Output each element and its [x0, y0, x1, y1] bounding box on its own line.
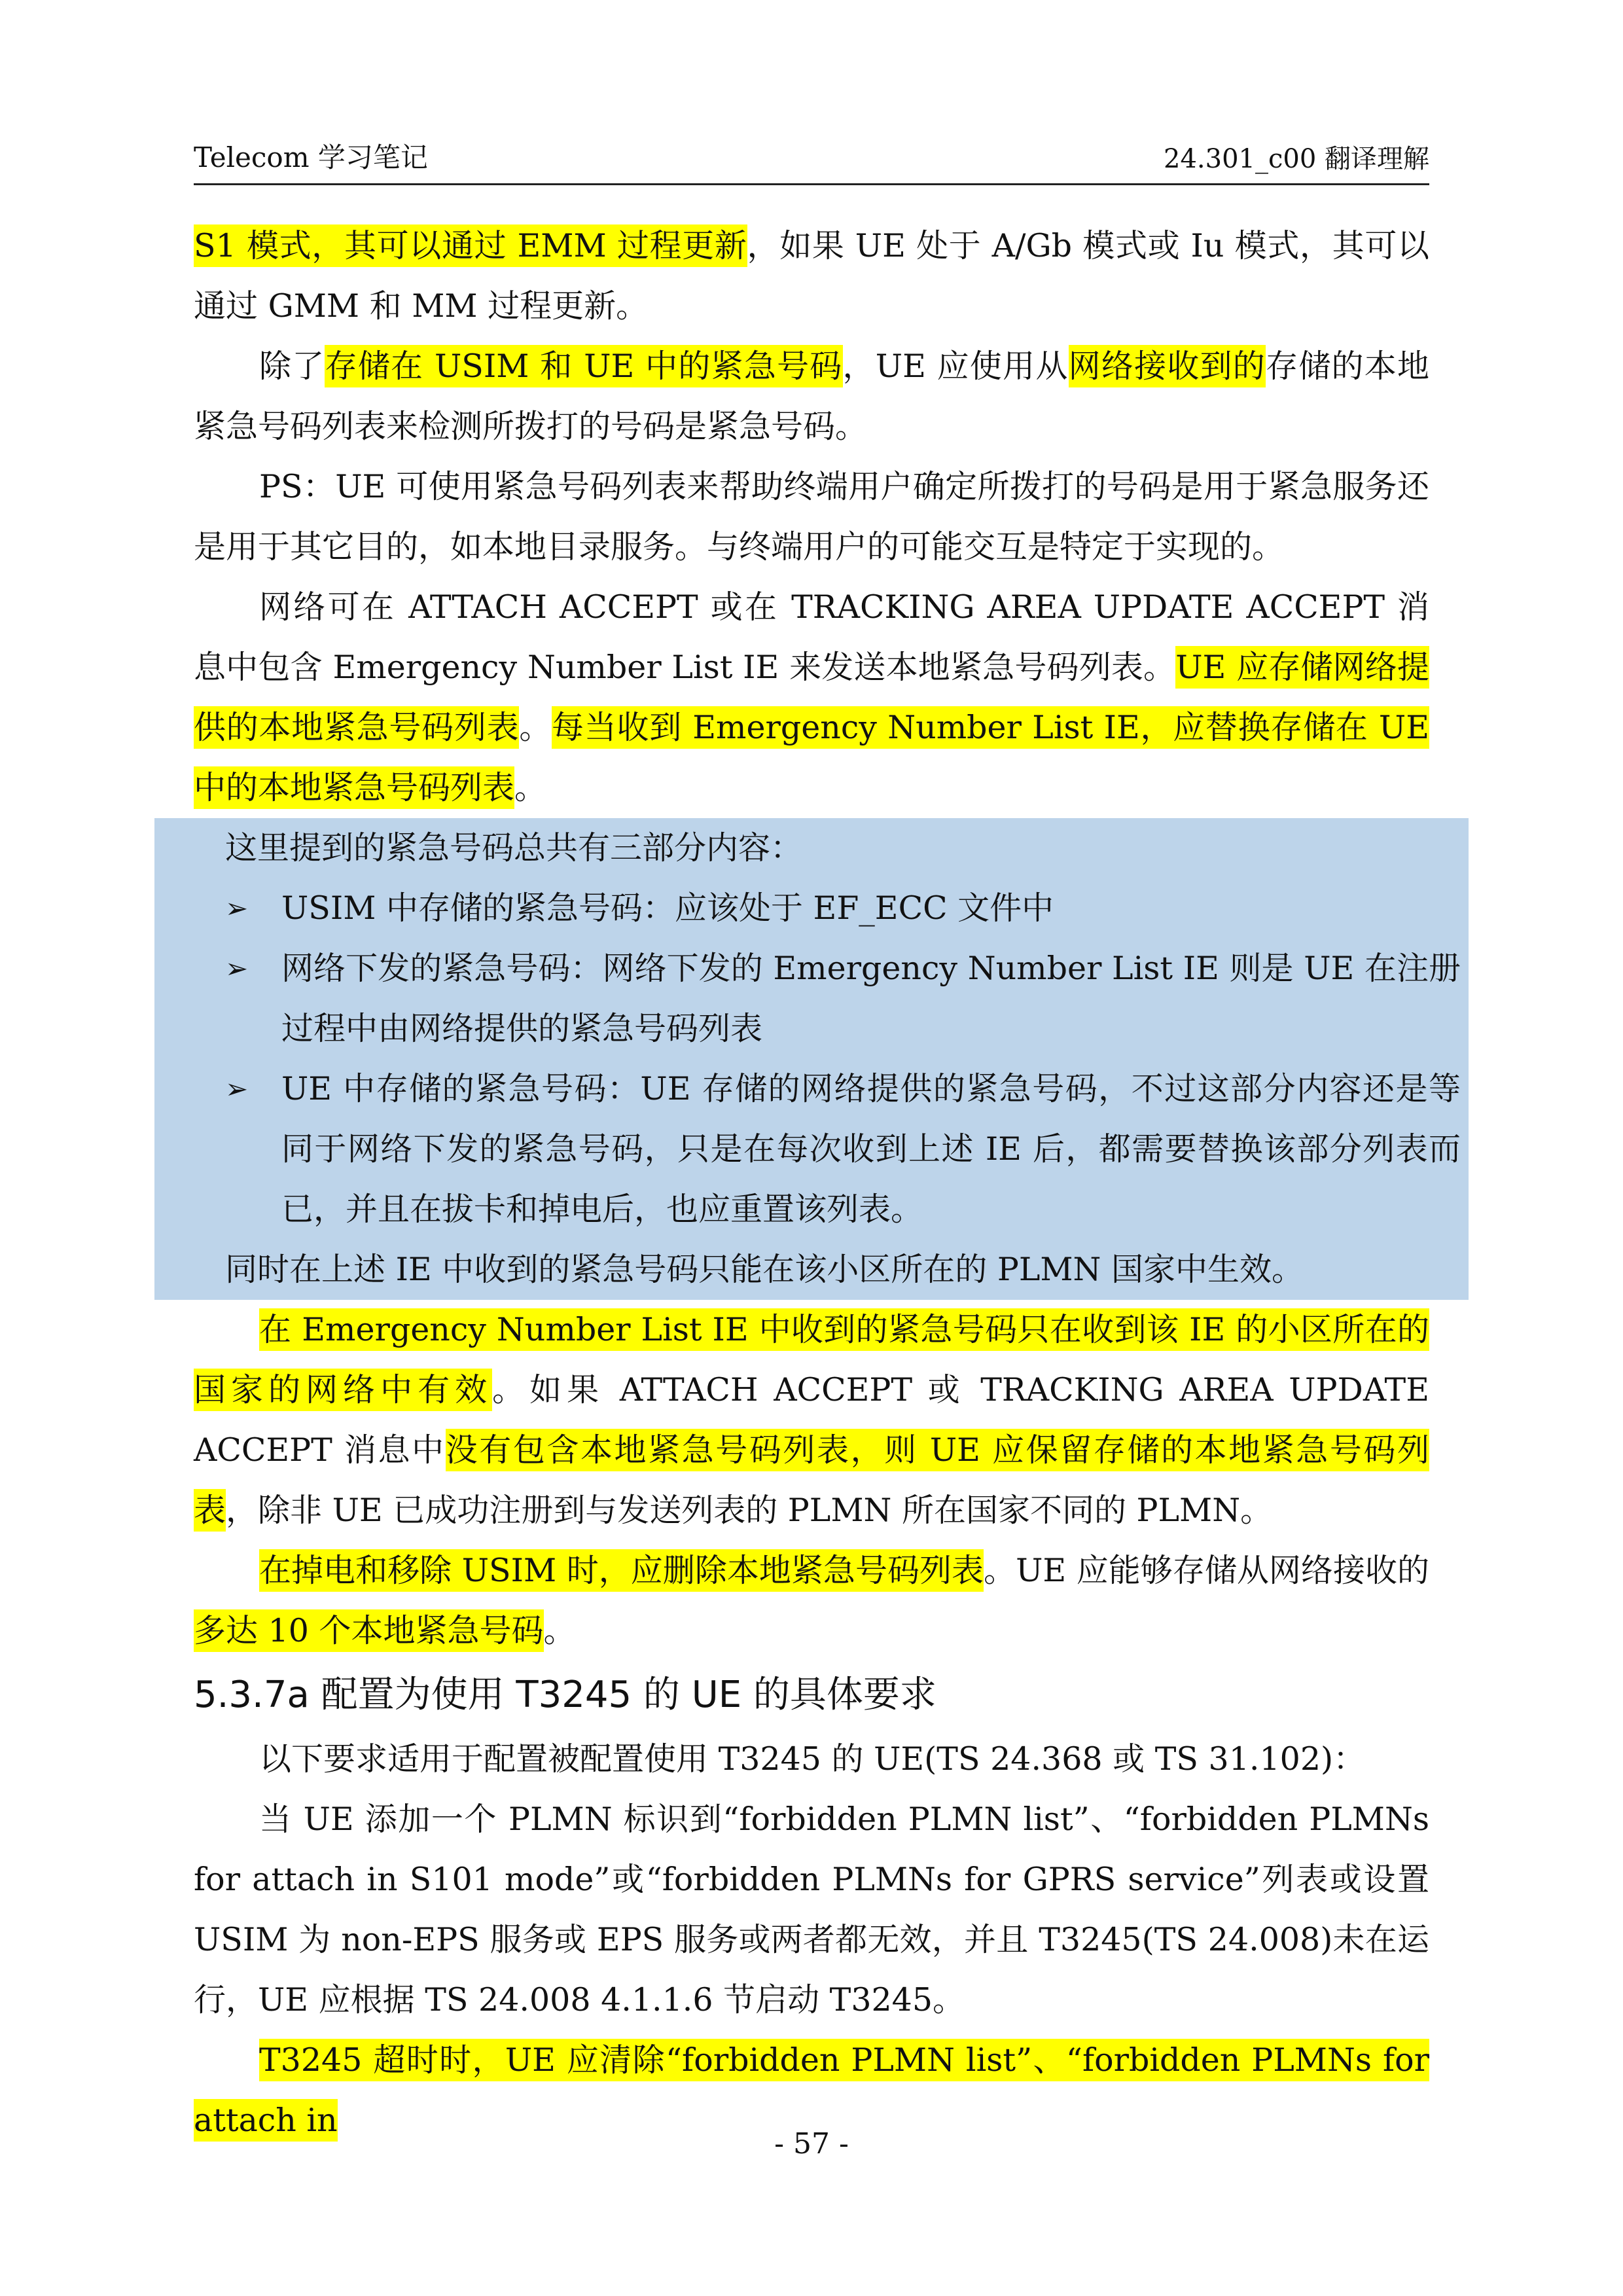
text: 。 — [543, 1612, 576, 1649]
highlight: T3245 超时时，UE 应清除“forbidden PLMN list”、“forbidden PLMNs for attach in — [194, 2039, 1429, 2142]
text: 。 — [514, 769, 547, 806]
paragraph-6 — [194, 1541, 1429, 1661]
highlight: 每当收到 Emergency Number List IE，应替换存储在 UE 中的本地紧急号码列表 — [194, 706, 1429, 809]
page-header — [194, 131, 1429, 185]
text: 存储的本地紧急号码列表来检测所拨打的号码是紧急号码。 — [194, 348, 1429, 445]
paragraph-3 — [194, 457, 1429, 577]
highlight: 没有包含本地紧急号码列表，则 UE 应保留存储的本地紧急号码列表 — [194, 1429, 1429, 1532]
arrow-bullet-icon: ➢ — [225, 1073, 249, 1105]
highlight: 多达 10 个本地紧急号码 — [194, 1609, 544, 1652]
text: ，除非 UE 已成功注册到与发送列表的 PLMN 所在国家不同的 PLMN。 — [226, 1492, 1273, 1529]
text: 当 UE 添加一个 PLMN 标识到“forbidden PLMN list”、“forbidden PLMNs for attach in S101 mode”或“forbidden PLMNs for GPRS service”列表或设置 USIM 为 non-EPS 服务或 EPS 服务或两者都无效，并且 T3245(TS 24.008)未在运行，UE 应根据 TS 24.008 4.1.1.6 节启动 T3245。 — [194, 1801, 1429, 2018]
highlight: UE 应存储网络提供的本地紧急号码列表 — [194, 646, 1429, 749]
text: 除了 — [259, 348, 325, 385]
text: 。如果 ATTACH ACCEPT 或 TRACKING AREA UPDATE ACCEPT 消息中 — [194, 1371, 1429, 1469]
arrow-bullet-icon: ➢ — [225, 952, 249, 984]
page-number: - 57 - — [774, 2127, 849, 2161]
text: PS：UE 可使用紧急号码列表来帮助终端用户确定所拨打的号码是用于紧急服务还是用于其它目的，如本地目录服务。与终端用户的可能交互是特定于实现的。 — [194, 468, 1429, 565]
text: 网络下发的紧急号码：网络下发的 Emergency Number List IE 则是 UE 在注册过程中由网络提供的紧急号码列表 — [281, 950, 1461, 1047]
text: ，UE 应使用从 — [842, 348, 1069, 385]
paragraph-2 — [194, 336, 1429, 457]
highlight: 存储在 USIM 和 UE 中的紧急号码 — [325, 345, 842, 387]
paragraph-1 — [194, 216, 1429, 336]
text: 以下要求适用于配置被配置使用 T3245 的 UE(TS 24.368 或 TS 31.102)： — [259, 1740, 1366, 1778]
arrow-bullet-icon: ➢ — [225, 892, 249, 924]
header-doc-id: 24.301_c00 翻译理解 — [1164, 144, 1429, 174]
text: 。 — [519, 709, 552, 746]
text: UE 中存储的紧急号码：UE 存储的网络提供的紧急号码，不过这部分内容还是等同于网络下发的紧急号码，只是在每次收到上述 IE 后，都需要替换该部分列表而已，并且在拔卡和掉电后，也应重置该列表。 — [281, 1070, 1461, 1228]
note-bullet — [225, 878, 1461, 939]
highlight: 在 Emergency Number List IE 中收到的紧急号码只在收到该 IE 的小区所在的国家的网络中有效 — [194, 1308, 1429, 1411]
highlight: 在掉电和移除 USIM 时，应删除本地紧急号码列表 — [259, 1549, 984, 1592]
text: 。UE 应能够存储从网络接收的 — [984, 1552, 1429, 1589]
note-intro: 这里提到的紧急号码总共有三部分内容： — [225, 829, 803, 867]
highlight: 网络接收到的 — [1069, 345, 1266, 387]
text: ，如果 UE 处于 A/Gb 模式或 Iu 模式，其可以通过 GMM 和 MM 过程更新。 — [194, 227, 1429, 325]
note-outro: 同时在上述 IE 中收到的紧急号码只能在该小区所在的 PLMN 国家中生效。 — [225, 1251, 1304, 1288]
header-title: Telecom 学习笔记 — [194, 141, 428, 173]
paragraph-8 — [194, 1789, 1429, 2030]
text: 网络可在 ATTACH ACCEPT 或在 TRACKING AREA UPDATE ACCEPT 消息中包含 Emergency Number List IE 来发送本地紧急号码列表。 — [194, 588, 1429, 686]
highlight: S1 模式，其可以通过 EMM 过程更新 — [194, 224, 747, 267]
section-heading: 5.3.7a 配置为使用 T3245 的 UE 的具体要求 — [194, 1674, 936, 1716]
paragraph-4 — [194, 577, 1429, 818]
paragraph-7 — [194, 1729, 1429, 1789]
note-bullet — [225, 939, 1461, 1059]
note-bullet — [225, 1059, 1461, 1240]
paragraph-5 — [194, 1300, 1429, 1541]
document-body — [194, 216, 1461, 2151]
note-box — [154, 818, 1469, 1300]
text: USIM 中存储的紧急号码：应该处于 EF_ECC 文件中 — [281, 889, 1054, 927]
